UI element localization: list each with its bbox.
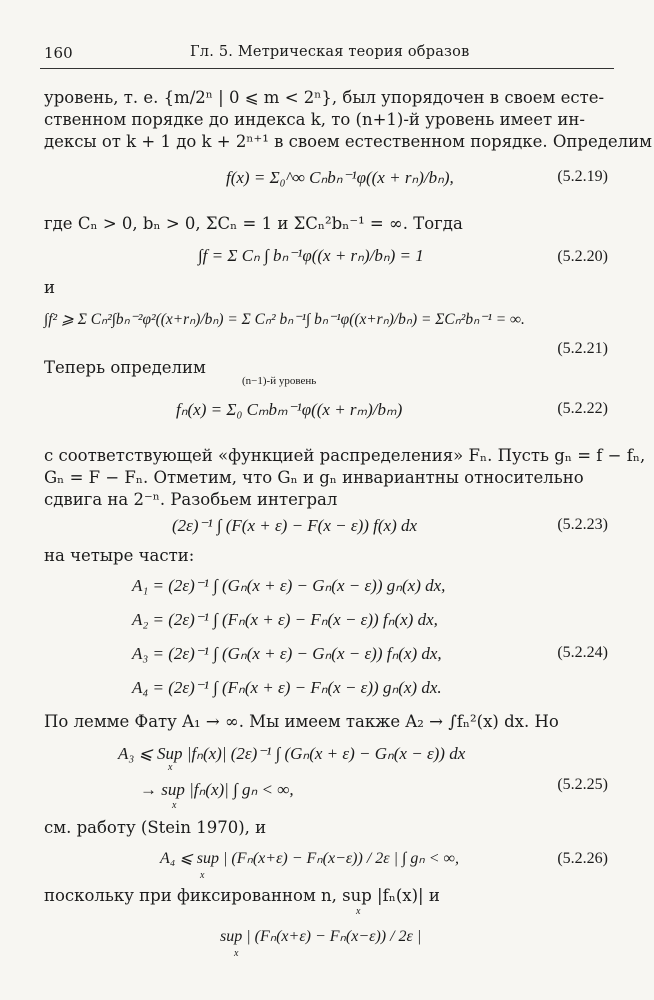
- equation-number: (5.2.24): [557, 644, 608, 661]
- paragraph-line: поскольку при фиксированном n, sup |fₙ(x)| и: [44, 886, 440, 905]
- equation-number: (5.2.22): [557, 400, 608, 417]
- equation-5-2-21: ∫f² ⩾ Σ Cₙ²∫bₙ⁻²φ²((x+rₙ)/bₙ) = Σ Cₙ² bₙ⁻¹∫ bₙ⁻¹φ((x+rₙ)/bₙ) = ΣCₙ²bₙ⁻¹ = ∞.: [44, 311, 525, 328]
- equation-5-2-23: (2ε)⁻¹ ∫ (F(x + ε) − F(x − ε)) f(x) dx: [172, 516, 418, 535]
- equation-number: (5.2.25): [557, 776, 608, 793]
- equation-A3: A₃ = (2ε)⁻¹ ∫ (Gₙ(x + ε) − Gₙ(x − ε)) fₙ(x) dx,: [132, 644, 442, 663]
- equation-final: sup | (Fₙ(x+ε) − Fₙ(x−ε)) / 2ε |: [220, 928, 422, 945]
- equation-5-2-19: f(x) = Σ₀^∞ Cₙbₙ⁻¹φ((x + rₙ)/bₙ),: [226, 168, 454, 187]
- equation-A4: A₄ = (2ε)⁻¹ ∫ (Fₙ(x + ε) − Fₙ(x − ε)) gₙ(x) dx.: [132, 678, 442, 697]
- page-number: 160: [44, 44, 73, 62]
- equation-number: (5.2.20): [557, 248, 608, 265]
- equation-5-2-22: fₙ(x) = Σ₀ Cₘbₘ⁻¹φ((x + rₘ)/bₘ): [176, 400, 403, 419]
- equation-5-2-26: A₄ ⩽ sup | (Fₙ(x+ε) − Fₙ(x−ε)) / 2ε | ∫ gₙ < ∞,: [160, 850, 459, 867]
- subscript-x: x: [168, 762, 173, 773]
- subscript-x: x: [172, 800, 177, 811]
- equation-number: (5.2.23): [557, 516, 608, 533]
- paragraph-line: с соответствующей «функцией распределения» Fₙ. Пусть gₙ = f − fₙ,: [44, 446, 646, 465]
- paragraph-line: уровень, т. е. {m/2ⁿ | 0 ⩽ m < 2ⁿ}, был упорядочен в своем есте-: [44, 88, 605, 107]
- paragraph-line: на четыре части:: [44, 546, 195, 565]
- equation-number: (5.2.21): [557, 340, 608, 357]
- paragraph-line: сдвига на 2⁻ⁿ. Разобьем интеграл: [44, 490, 338, 509]
- subscript-x: x: [200, 870, 205, 881]
- equation-5-2-25-line2: → sup |fₙ(x)| ∫ gₙ < ∞,: [140, 780, 294, 799]
- paragraph-line: По лемме Фату A₁ → ∞. Мы имеем также A₂ → ∫fₙ²(x) dx. Но: [44, 712, 559, 731]
- equation-number: (5.2.19): [557, 168, 608, 185]
- equation-number: (5.2.26): [557, 850, 608, 867]
- paragraph-line: см. работу (Stein 1970), и: [44, 818, 267, 837]
- subscript-x: x: [356, 906, 361, 917]
- equation-A2: A₂ = (2ε)⁻¹ ∫ (Fₙ(x + ε) − Fₙ(x − ε)) fₙ(x) dx,: [132, 610, 438, 629]
- paragraph-line: Gₙ = F − Fₙ. Отметим, что Gₙ и gₙ инвариантны относительно: [44, 468, 584, 487]
- paragraph-line: и: [44, 278, 55, 297]
- running-head: Гл. 5. Метрическая теория образов: [190, 44, 470, 60]
- subscript-x: x: [234, 948, 239, 959]
- equation-5-2-25-line1: A₃ ⩽ Sup |fₙ(x)| (2ε)⁻¹ ∫ (Gₙ(x + ε) − Gₙ(x − ε)) dx: [118, 744, 466, 763]
- equation-A1: A₁ = (2ε)⁻¹ ∫ (Gₙ(x + ε) − Gₙ(x − ε)) gₙ(x) dx,: [132, 576, 446, 595]
- paragraph-line: где Cₙ > 0, bₙ > 0, ΣCₙ = 1 и ΣCₙ²bₙ⁻¹ = ∞. Тогда: [44, 214, 463, 233]
- sum-upper-limit: (n−1)-й уровень: [242, 375, 317, 387]
- equation-5-2-20: ∫f = Σ Cₙ ∫ bₙ⁻¹φ((x + rₙ)/bₙ) = 1: [198, 246, 424, 265]
- page-header: [40, 44, 614, 69]
- paragraph-line: дексы от k + 1 до k + 2ⁿ⁺¹ в своем естественном порядке. Определим: [44, 132, 652, 151]
- paragraph-line: ственном порядке до индекса k, то (n+1)-й уровень имеет ин-: [44, 110, 585, 129]
- paragraph-line: Теперь определим: [44, 358, 206, 377]
